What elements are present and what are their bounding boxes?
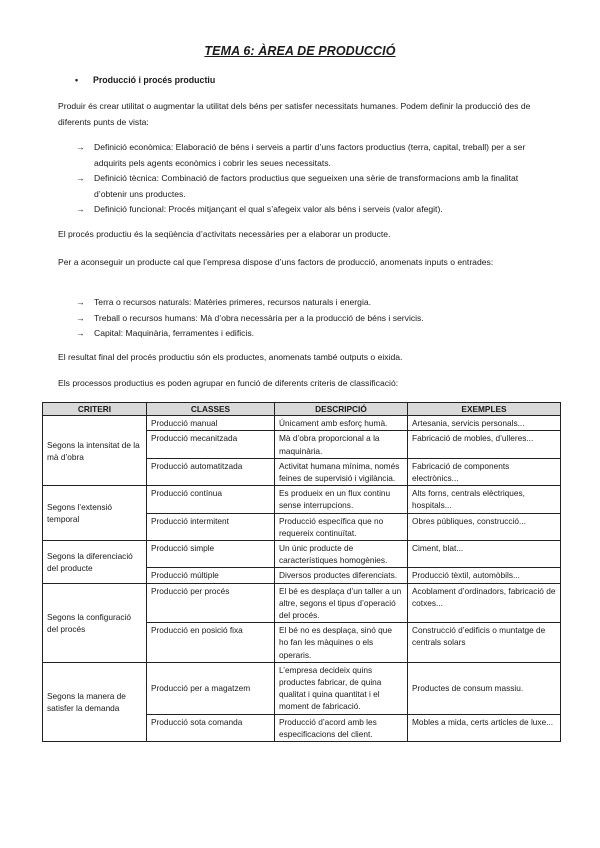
examples-cell: Fabricació de mobles, d’ulleres... bbox=[408, 431, 561, 458]
description-cell: L’empresa decideix quins productes fabricar, de quina qualitat i quina quantitat i el moment de fabricació. bbox=[275, 662, 408, 714]
description-cell: El bé no es desplaça, sinó que ho fan les màquines o els operaris. bbox=[275, 623, 408, 663]
arrow-icon: → bbox=[76, 312, 85, 323]
class-cell: Producció mecanitzada bbox=[147, 431, 275, 458]
description-cell: Producció d’acord amb les especificacions del client. bbox=[275, 714, 408, 741]
examples-cell: Ciment, blat... bbox=[408, 541, 561, 568]
description-cell: Un únic producte de característiques homogènies. bbox=[275, 541, 408, 568]
list-item-text: Treball o recursos humans: Mà d’obra necessària per a la producció de béns i servicis. bbox=[94, 312, 424, 323]
examples-cell: Construcció d’edificis o muntatge de centrals solars bbox=[408, 623, 561, 663]
page-title: TEMA 6: ÀREA DE PRODUCCIÓ bbox=[204, 44, 396, 58]
list-item-text: Definició tècnica: Combinació de factors productius que segueixen una sèrie de transformacions amb la finalitat d’obtenir uns productes. bbox=[94, 173, 519, 199]
table-row bbox=[43, 416, 561, 431]
description-cell: Únicament amb esforç humà. bbox=[275, 416, 408, 431]
table-row bbox=[43, 486, 561, 513]
list-item bbox=[76, 295, 546, 311]
list-item-text: Definició econòmica: Elaboració de béns i serveis a partir d’uns factors productius (terra, capital, treball) per a ser adquirits pels agents econòmics i cobrir les seues necessitats. bbox=[94, 142, 526, 168]
arrow-icon: → bbox=[76, 204, 85, 214]
list-item-text: Capital: Maquinària, ferramentes i edificis. bbox=[94, 328, 255, 338]
column-header: CLASSES bbox=[147, 403, 275, 416]
list-item bbox=[76, 140, 546, 171]
criterion-cell: Segons la manera de satisfer la demanda bbox=[43, 662, 147, 741]
arrow-icon: → bbox=[76, 173, 85, 183]
arrow-icon: → bbox=[76, 328, 85, 338]
description-cell: Es produeix en un flux continu sense interrupcions. bbox=[275, 486, 408, 513]
examples-cell: Alts forns, centrals elèctriques, hospitals... bbox=[408, 486, 561, 513]
criterion-cell: Segons la configuració del procés bbox=[43, 583, 147, 662]
factors-list bbox=[76, 295, 546, 342]
criterion-cell: Segons l’extensió temporal bbox=[43, 486, 147, 541]
column-header: EXEMPLES bbox=[408, 403, 561, 416]
class-cell: Producció per procés bbox=[147, 583, 275, 623]
class-cell: Producció contínua bbox=[147, 486, 275, 513]
examples-cell: Mobles a mida, certs articles de luxe... bbox=[408, 714, 561, 741]
examples-cell: Obres públiques, construcció... bbox=[408, 513, 561, 540]
class-cell: Producció en posició fixa bbox=[147, 623, 275, 663]
result-paragraph: El resultat final del procés productiu són els productes, anomenats també outputs o eixida. bbox=[58, 352, 403, 362]
class-cell: Producció simple bbox=[147, 541, 275, 568]
examples-cell: Producció tèxtil, automòbils... bbox=[408, 568, 561, 583]
bullet-icon: • bbox=[75, 75, 79, 85]
column-header: DESCRIPCIÓ bbox=[275, 403, 408, 416]
criterion-cell: Segons la diferenciació del producte bbox=[43, 541, 147, 584]
list-item-text: Definició funcional: Procés mitjançant el qual s’afegeix valor als béns i serveis (valor afegit). bbox=[94, 204, 443, 214]
factors-intro: Per a aconseguir un producte cal que l’empresa dispose d’uns factors de producció, anomenats inputs o entrades: bbox=[58, 257, 494, 267]
class-cell: Producció manual bbox=[147, 416, 275, 431]
list-item bbox=[76, 311, 546, 327]
arrow-icon: → bbox=[76, 297, 85, 307]
definitions-list bbox=[76, 140, 546, 218]
description-cell: Mà d’obra proporcional a la maquinària. bbox=[275, 431, 408, 458]
table-row bbox=[43, 662, 561, 714]
description-cell: Diversos productes diferenciats. bbox=[275, 568, 408, 583]
description-cell: Producció específica que no requereix continuïtat. bbox=[275, 513, 408, 540]
intro-paragraph: Produir és crear utilitat o augmentar la utilitat dels béns per satisfer necessitats humanes. Podem definir la producció des de diferents punts de vista: bbox=[58, 101, 531, 127]
class-cell: Producció sota comanda bbox=[147, 714, 275, 741]
examples-cell: Productes de consum massiu. bbox=[408, 662, 561, 714]
table-row bbox=[43, 541, 561, 568]
table-row bbox=[43, 583, 561, 623]
examples-cell: Artesania, servicis personals... bbox=[408, 416, 561, 431]
class-cell: Producció per a magatzem bbox=[147, 662, 275, 714]
section-heading bbox=[75, 74, 215, 87]
criterion-cell: Segons la intensitat de la mà d’obra bbox=[43, 416, 147, 486]
list-item bbox=[76, 202, 546, 218]
description-cell: Activitat humana mínima, només feines de supervisió i vigilància. bbox=[275, 458, 408, 485]
arrow-icon: → bbox=[76, 142, 85, 152]
class-cell: Producció automatitzada bbox=[147, 458, 275, 485]
list-item bbox=[76, 171, 546, 202]
class-cell: Producció múltiple bbox=[147, 568, 275, 583]
examples-cell: Fabricació de components electrònics... bbox=[408, 458, 561, 485]
column-header: CRITERI bbox=[43, 403, 147, 416]
list-item bbox=[76, 326, 546, 342]
table-header-row bbox=[43, 403, 561, 416]
class-cell: Producció intermitent bbox=[147, 513, 275, 540]
examples-cell: Acoblament d’ordinadors, fabricació de cotxes... bbox=[408, 583, 561, 623]
process-definition: El procés productiu és la seqüència d’activitats necessàries per a elaborar un producte. bbox=[58, 229, 391, 239]
section-heading-text: Producció i procés productiu bbox=[93, 75, 216, 85]
classification-intro: Els processos productius es poden agrupar en funció de diferents criteris de classificació: bbox=[58, 378, 399, 388]
list-item-text: Terra o recursos naturals: Matèries primeres, recursos naturals i energia. bbox=[94, 297, 372, 307]
description-cell: El bé es desplaça d’un taller a un altre, segons el tipus d’operació del procés. bbox=[275, 583, 408, 623]
classification-table bbox=[42, 402, 561, 742]
